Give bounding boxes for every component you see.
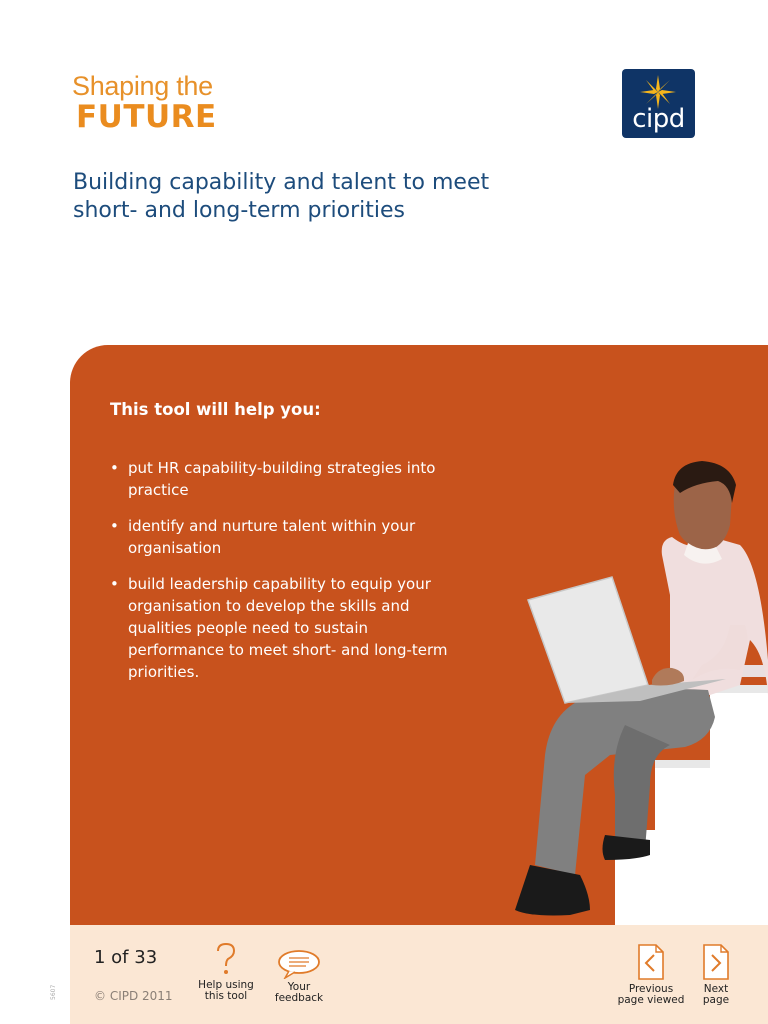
speech-bubble-icon [277, 949, 321, 979]
previous-page-icon [636, 943, 666, 981]
man-with-laptop-photo [440, 455, 768, 925]
previous-page-button[interactable] [616, 943, 686, 1006]
list-item [110, 515, 450, 559]
page-title: Building capability and talent to meet short- and long-term priorities [73, 170, 490, 223]
panel-heading: This tool will help you: [110, 400, 321, 419]
list-item [110, 573, 450, 683]
page-count: 1 of 33 [94, 947, 158, 968]
cipd-logo [622, 69, 695, 138]
next-label-line1: Next [703, 983, 729, 995]
bullet-list [110, 457, 450, 697]
list-item-text: put HR capability-building strategies into practice [128, 459, 436, 499]
bullet-icon: • [110, 459, 119, 477]
list-item [110, 457, 450, 501]
brand-line1: Shaping the [72, 71, 213, 101]
brand-logo [72, 72, 217, 134]
next-page-button[interactable] [696, 943, 736, 1006]
footer-toolbar [70, 925, 768, 1024]
help-label-line2: this tool [204, 990, 248, 1002]
question-mark-icon [212, 941, 240, 977]
next-label-line2: page [702, 994, 730, 1006]
help-label-line1: Help using [198, 979, 254, 991]
bullet-icon: • [110, 575, 119, 593]
logo-text: cipd [632, 104, 685, 134]
intro-panel [70, 345, 768, 925]
feedback-label-line1: Your [287, 981, 311, 993]
previous-label-line2: page viewed [617, 994, 685, 1006]
copyright: © CIPD 2011 [94, 989, 173, 1003]
bullet-icon: • [110, 517, 119, 535]
feedback-label-line2: feedback [274, 992, 324, 1004]
previous-label-line1: Previous [628, 983, 674, 995]
feedback-button[interactable] [272, 949, 326, 1004]
brand-line2: FUTURE [76, 99, 217, 135]
list-item-text: identify and nurture talent within your organisation [128, 517, 416, 557]
list-item-text: build leadership capability to equip your organisation to develop the skills and qualities people need to sustain performance to meet short- and long-term priorities. [128, 575, 448, 681]
document-code: 5607 [50, 984, 57, 1000]
next-page-icon [701, 943, 731, 981]
help-button[interactable] [198, 941, 254, 1002]
